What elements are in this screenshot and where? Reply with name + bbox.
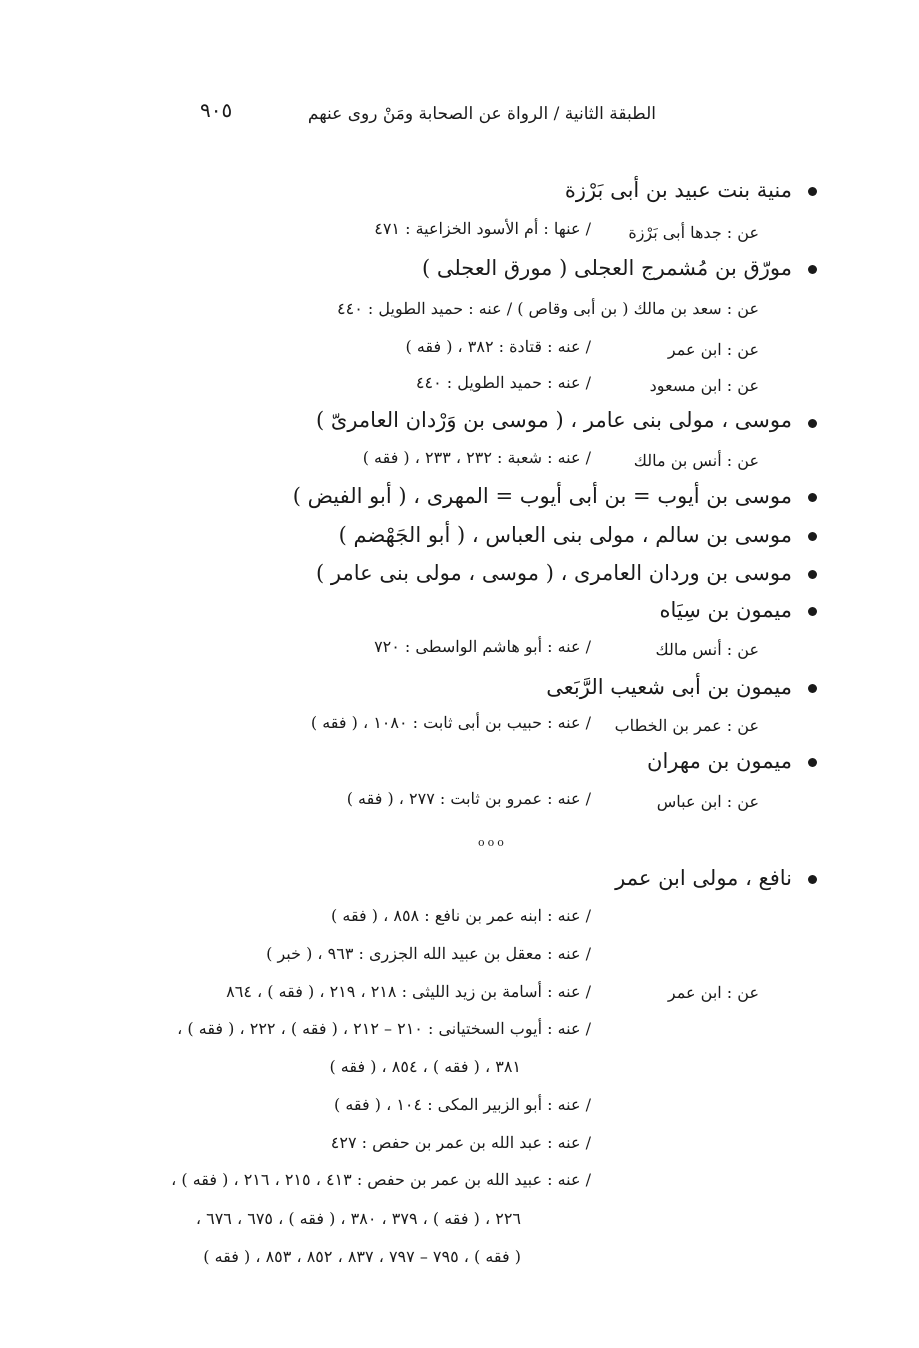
bullet-icon (808, 875, 817, 884)
narrator-line: / عنه : ابنه عمر بن نافع : ٨٥٨ ، ( فقه ) (331, 906, 591, 925)
narrator-line: / عنه : أبو الزبير المكى : ١٠٤ ، ( فقه ) (334, 1095, 591, 1114)
bullet-icon (808, 532, 817, 541)
entry-name: منية بنت عبيد بن أبى بَرْزة (564, 178, 792, 202)
entry-narrators: / عنه : حبيب بن أبى ثابت : ١٠٨٠ ، ( فقه ) (310, 713, 591, 732)
entry-from: عن : أنس بن مالك (633, 451, 759, 470)
narrator-line-continued: ٣٨١ ، ( فقه ) ، ٨٥٤ ، ( فقه ) (329, 1057, 521, 1076)
entry-narrators: / عنه : أبو هاشم الواسطى : ٧٢٠ (374, 637, 591, 656)
narrator-line-continued: ٢٢٦ ، ( فقه ) ، ٣٧٩ ، ٣٨٠ ، ( فقه ) ، ٦٧٥ ، ٦٧٦ ، (195, 1209, 521, 1228)
entry-from: عن : جدها أبى بَرْزة (628, 223, 759, 242)
entry-narrators: / عنه : قتادة : ٣٨٢ ، ( فقه ) (405, 337, 591, 356)
narrator-line-continued: ( فقه ) ، ٧٩٥ – ٧٩٧ ، ٨٣٧ ، ٨٥٢ ، ٨٥٣ ، ( فقه ) (203, 1247, 521, 1266)
entry-name: ميمون بن أبى شعيب الرَّبَعى (546, 675, 792, 699)
entry-from: عن : عمر بن الخطاب (614, 716, 759, 735)
bullet-icon (808, 493, 817, 502)
entry-name: موسى ، مولى بنى عامر ، ( موسى بن وَرْدان العامرىّ ) (316, 408, 792, 432)
bullet-icon (808, 570, 817, 579)
bullet-icon (808, 187, 817, 196)
bullet-icon (808, 419, 817, 428)
entry-name: مورّق بن مُشمرج العجلى ( مورق العجلى ) (421, 256, 792, 280)
entry-name: ميمون بن مهران (647, 749, 792, 773)
entry-narrators: / عنه : حميد الطويل : ٤٤٠ (415, 373, 591, 392)
entry-narrators: / عنه : شعبة : ٢٣٢ ، ٢٣٣ ، ( فقه ) (362, 448, 591, 467)
entry-from: عن : ابن عمر (667, 340, 759, 359)
entry-narrators: / عنه : عمرو بن ثابت : ٢٧٧ ، ( فقه ) (346, 789, 591, 808)
entry-from: عن : سعد بن مالك ( بن أبى وقاص ) / عنه : حميد الطويل : ٤٤٠ (337, 299, 759, 318)
bullet-icon (808, 265, 817, 274)
entry-from: عن : ابن مسعود (649, 376, 759, 395)
entry-name: ميمون بن سِيَاه (659, 598, 792, 622)
narrator-line: / عنه : عبيد الله بن عمر بن حفص : ٤١٣ ، ٢١٥ ، ٢١٦ ، ( فقه ) ، (171, 1170, 591, 1189)
page-number: ٩٠٥ (200, 98, 233, 122)
entry-from: عن : أنس مالك (655, 640, 759, 659)
entry-name: موسى بن وردان العامرى ، ( موسى ، مولى بنى عامر ) (316, 561, 792, 585)
narrator-line: / عنه : معقل بن عبيد الله الجزرى : ٩٦٣ ، ( خبر ) (266, 944, 591, 963)
bullet-icon (808, 684, 817, 693)
narrator-line: / عنه : عبد الله بن عمر بن حفص : ٤٢٧ (330, 1133, 591, 1152)
entry-narrators: / عنها : أم الأسود الخزاعية : ٤٧١ (374, 219, 591, 238)
entry-from: عن : ابن عباس (656, 792, 759, 811)
narrator-line: / عنه : أيوب السختيانى : ٢١٠ – ٢١٢ ، ( فقه ) ، ٢٢٢ ، ( فقه ) ، (177, 1019, 591, 1038)
running-title: الطبقة الثانية / الرواة عن الصحابة ومَنْ روى عنهم (307, 104, 656, 124)
entry-name: موسى بن أيوب = بن أبى أيوب = المهرى ، ( أبو الفيض ) (292, 484, 792, 508)
entry-name: نافع ، مولى ابن عمر (615, 866, 792, 890)
entry-from: عن : ابن عمر (667, 983, 759, 1002)
narrator-line: / عنه : أسامة بن زيد الليثى : ٢١٨ ، ٢١٩ ، ( فقه ) ، ٨٦٤ (226, 982, 591, 1001)
section-separator: ooo (478, 836, 507, 849)
entry-name: موسى بن سالم ، مولى بنى العباس ، ( أبو الجَهْضم ) (338, 523, 792, 547)
bullet-icon (808, 758, 817, 767)
bullet-icon (808, 607, 817, 616)
